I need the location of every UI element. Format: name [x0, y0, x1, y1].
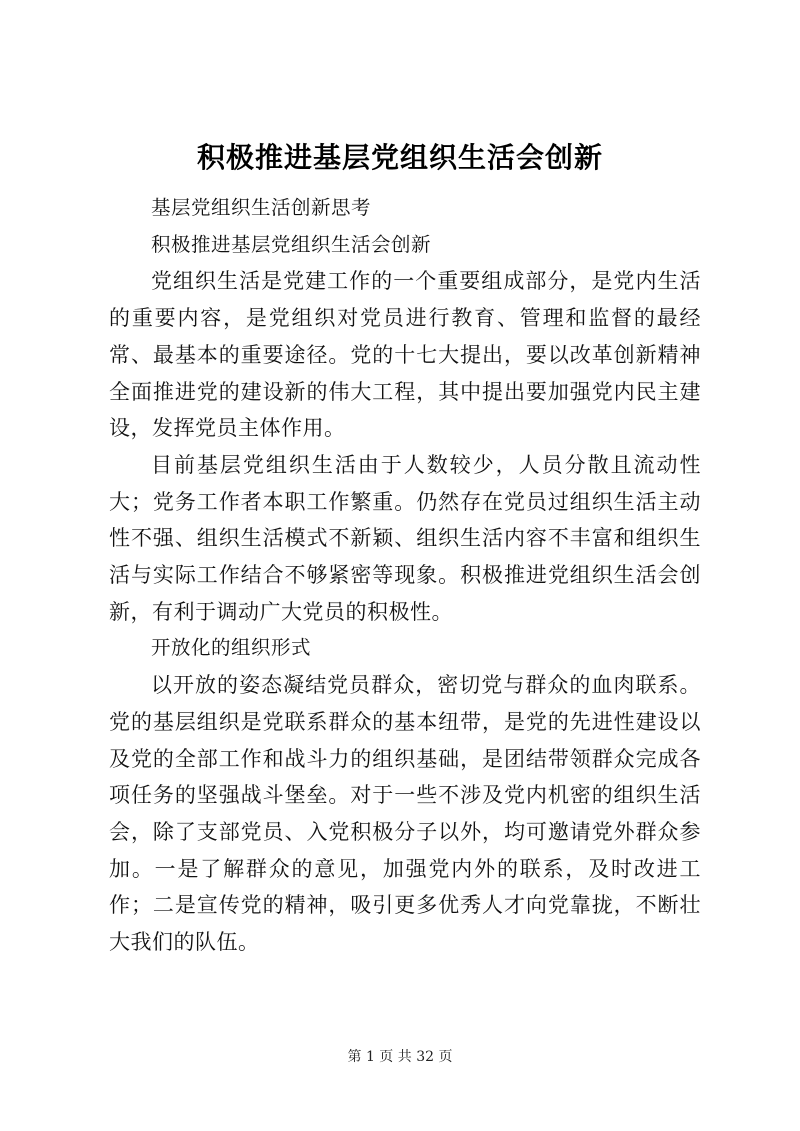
body-paragraph: 以开放的姿态凝结党员群众，密切党与群众的血肉联系。党的基层组织是党联系群众的基本纽带，是党的先进性建设以及党的全部工作和战斗力的组织基础，是团结带领群众完成各项任务的坚强战斗堡垒。对于一些不涉及党内机密的组织生活会，除了支部党员、入党积极分子以外，均可邀请党外群众参加。一是了解群众的意见，加强党内外的联系，及时改进工作；二是宣传党的精神，吸引更多优秀人才向党靠拢，不断壮大我们的队伍。: [109, 673, 701, 955]
page-footer: 第 1 页 共 32 页: [347, 1049, 453, 1065]
section-heading: 开放化的组织形式: [151, 636, 312, 660]
subtitle-heading: 积极推进基层党组织生活会创新: [151, 232, 432, 256]
section-heading: 基层党组织生活创新思考: [151, 196, 372, 219]
body-paragraph: 党组织生活是党建工作的一个重要组成部分，是党内生活的重要内容，是党组织对党员进行教育、管理和监督的最经常、最基本的重要途径。党的十七大提出，要以改革创新精神全面推进党的建设新的伟大工程，其中提出要加强党内民主建设，发挥党员主体作用。: [109, 269, 701, 441]
document-body: [109, 190, 701, 961]
body-paragraph: 目前基层党组织生活由于人数较少，人员分散且流动性大；党务工作者本职工作繁重。仍然存在党员过组织生活主动性不强、组织生活模式不新颖、组织生活内容不丰富和组织生活与实际工作结合不够紧密等现象。积极推进党组织生活会创新，有利于调动广大党员的积极性。: [109, 452, 701, 624]
document-title: 积极推进基层党组织生活会创新: [196, 141, 603, 174]
